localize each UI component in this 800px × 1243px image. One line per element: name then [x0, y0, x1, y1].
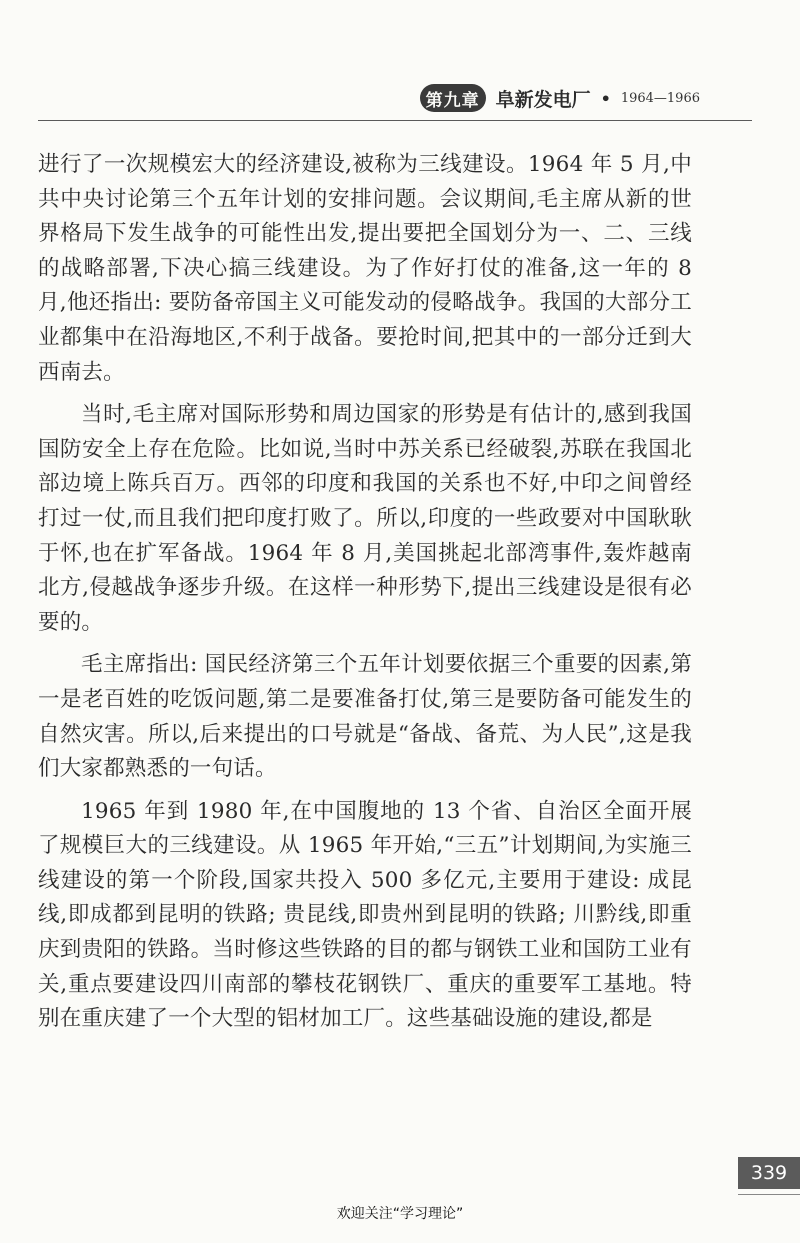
paragraph: 毛主席指出: 国民经济第三个五年计划要依据三个重要的因素,第一是老百姓的吃饭问题,第二是要准备打仗,第三是要防备可能发生的自然灾害。所以,后来提出的口号就是“备战、备荒、为人民”,这是我们大家都熟悉的一句话。	[38, 652, 692, 782]
page-number-tab	[738, 1157, 800, 1189]
paragraph: 1965 年到 1980 年,在中国腹地的 13 个省、自治区全面开展了规模巨大的三线建设。从 1965 年开始,“三五”计划期间,为实施三线建设的第一个阶段,国家共投入 500 多亿元,主要用于建设: 成昆线,即成都到昆明的铁路; 贵昆线,即贵州到昆明的铁路; 川黔线,即重庆到贵阳的铁路。当时修这些铁路的目的都与钢铁工业和国防工业有关,重点要建设四川南部的攀枝花钢铁厂、重庆的重要军工基地。特别在重庆建了一个大型的铝材加工厂。这些基础设施的建设,都是	[38, 798, 692, 1032]
running-header	[420, 84, 700, 112]
footer-caption: 欢迎关注“学习理论”	[336, 1206, 464, 1222]
page-number: 339	[750, 1162, 788, 1184]
chapter-title: 阜新发电厂	[495, 88, 591, 111]
page-tab-underline	[738, 1194, 800, 1195]
body-text	[38, 148, 692, 1037]
header-rule	[38, 120, 752, 121]
paragraph-continued: 进行了一次规模宏大的经济建设,被称为三线建设。1964 年 5 月,中共中央讨论第三个五年计划的安排问题。会议期间,毛主席从新的世界格局下发生战争的可能性出发,提出要把全国划分为一、二、三线的战略部署,下决心搞三线建设。为了作好打仗的准备,这一年的 8 月,他还指出: 要防备帝国主义可能发动的侵略战争。我国的大部分工业都集中在沿海地区,不利于战备。要抢时间,把其中的一部分迁到大西南去。	[38, 152, 692, 385]
chapter-badge: 第九章	[420, 84, 486, 112]
chapter-years: 1964—1966	[620, 90, 700, 106]
header-separator: •	[600, 88, 611, 108]
paragraph: 当时,毛主席对国际形势和周边国家的形势是有估计的,感到我国国防安全上存在危险。比如说,当时中苏关系已经破裂,苏联在我国北部边境上陈兵百万。西邻的印度和我国的关系也不好,中印之间曾经打过一仗,而且我们把印度打败了。所以,印度的一些政要对中国耿耿于怀,也在扩军备战。1964 年 8 月,美国挑起北部湾事件,轰炸越南北方,侵越战争逐步升级。在这样一种形势下,提出三线建设是很有必要的。	[38, 402, 692, 635]
